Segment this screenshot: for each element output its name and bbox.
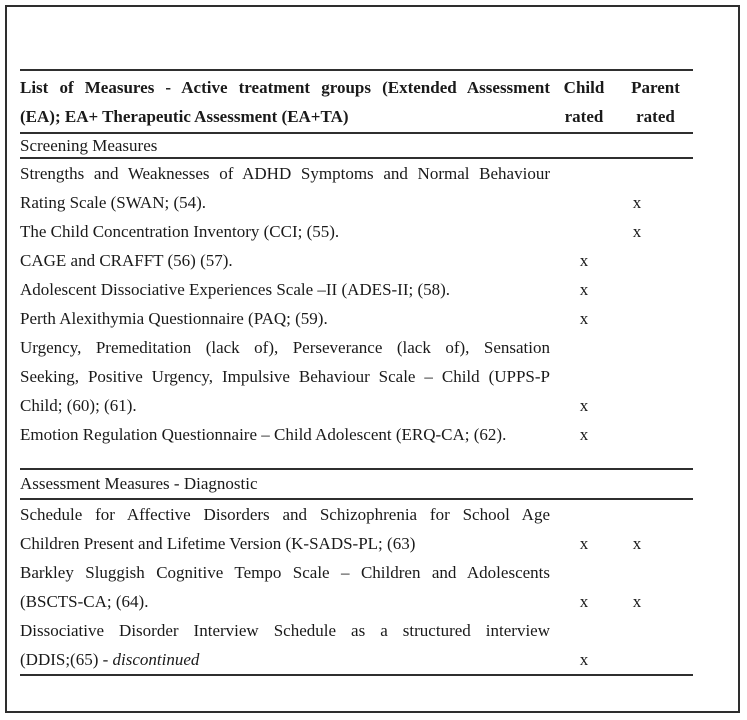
measure-text: Strengths and Weaknesses of ADHD Symptoms and Normal Behaviour Rating Scale (SWAN; (54). xyxy=(20,164,550,212)
table-row xyxy=(20,616,693,674)
table-row xyxy=(20,558,693,616)
measures-table xyxy=(20,69,693,676)
parent-rated-mark: x xyxy=(632,592,642,611)
table-row xyxy=(20,500,693,558)
table-header xyxy=(20,71,693,132)
discontinued-note: discontinued xyxy=(112,650,200,669)
measure-text: Schedule for Affective Disorders and Schizophrenia for School Age Children Present and Lifetime Version (K-SADS-PL; (63) xyxy=(20,505,550,553)
child-rated-mark: x xyxy=(579,425,589,444)
section-header-assessment: Assessment Measures - Diagnostic xyxy=(20,474,258,493)
table-row xyxy=(20,333,693,420)
header-title-line1: List of Measures - Active treatment groups (Extended Assessment xyxy=(20,78,550,97)
child-rated-mark: x xyxy=(579,309,589,328)
measure-text: Emotion Regulation Questionnaire – Child Adolescent (ERQ-CA; (62). xyxy=(20,425,507,444)
child-rated-mark: x xyxy=(579,534,589,553)
measure-text: CAGE and CRAFFT (56) (57). xyxy=(20,251,233,270)
measure-text: Barkley Sluggish Cognitive Tempo Scale – Children and Adolescents (BSCTS-CA; (64). xyxy=(20,563,550,611)
measure-text-last-line: (DDIS;(65) - discontinued xyxy=(20,650,200,669)
measure-text: Dissociative Disorder Interview Schedule as a structured interview (DDIS;(65) - discontinued xyxy=(20,616,550,674)
measure-text: The Child Concentration Inventory (CCI; (55). xyxy=(20,222,340,241)
parent-rated-mark xyxy=(618,616,693,674)
measure-text: Urgency, Premeditation (lack of), Perseverance (lack of), Sensation Seeking, Positive Urgency, Impulsive Behaviour Scale – Child (UPPS-P Child; (60); (61). xyxy=(20,338,550,415)
table-row xyxy=(20,159,693,217)
document-frame xyxy=(5,5,740,713)
parent-rated-mark: x xyxy=(632,222,642,241)
parent-rated-mark: x xyxy=(632,534,642,553)
header-title-line2: (EA); EA+ Therapeutic Assessment (EA+TA) xyxy=(20,107,349,126)
child-rated-mark: x xyxy=(579,650,589,669)
parent-rated-mark xyxy=(618,333,693,420)
child-rated-mark xyxy=(550,159,618,217)
measure-text: Perth Alexithymia Questionnaire (PAQ; (59). xyxy=(20,309,328,328)
header-title xyxy=(20,73,550,131)
table-row xyxy=(20,217,693,246)
child-rated-mark: x xyxy=(579,280,589,299)
child-rated-mark: x xyxy=(579,251,589,270)
col-header-parent: Parent rated xyxy=(631,78,680,126)
parent-rated-mark: x xyxy=(632,193,642,212)
table-row xyxy=(20,420,693,449)
col-header-child: Child rated xyxy=(563,78,605,126)
parent-rated-mark xyxy=(618,304,693,333)
section-header-screening: Screening Measures xyxy=(20,136,158,155)
child-rated-mark: x xyxy=(579,592,589,611)
parent-rated-mark xyxy=(618,246,693,275)
measure-text: Adolescent Dissociative Experiences Scale –II (ADES-II; (58). xyxy=(20,280,451,299)
table-bottom-rule xyxy=(20,674,693,676)
child-rated-mark xyxy=(550,217,618,246)
table-row xyxy=(20,275,693,304)
parent-rated-mark xyxy=(618,420,693,449)
child-rated-mark: x xyxy=(579,396,589,415)
parent-rated-mark xyxy=(618,275,693,304)
table-row xyxy=(20,246,693,275)
section-gap xyxy=(20,449,693,468)
table-row xyxy=(20,304,693,333)
